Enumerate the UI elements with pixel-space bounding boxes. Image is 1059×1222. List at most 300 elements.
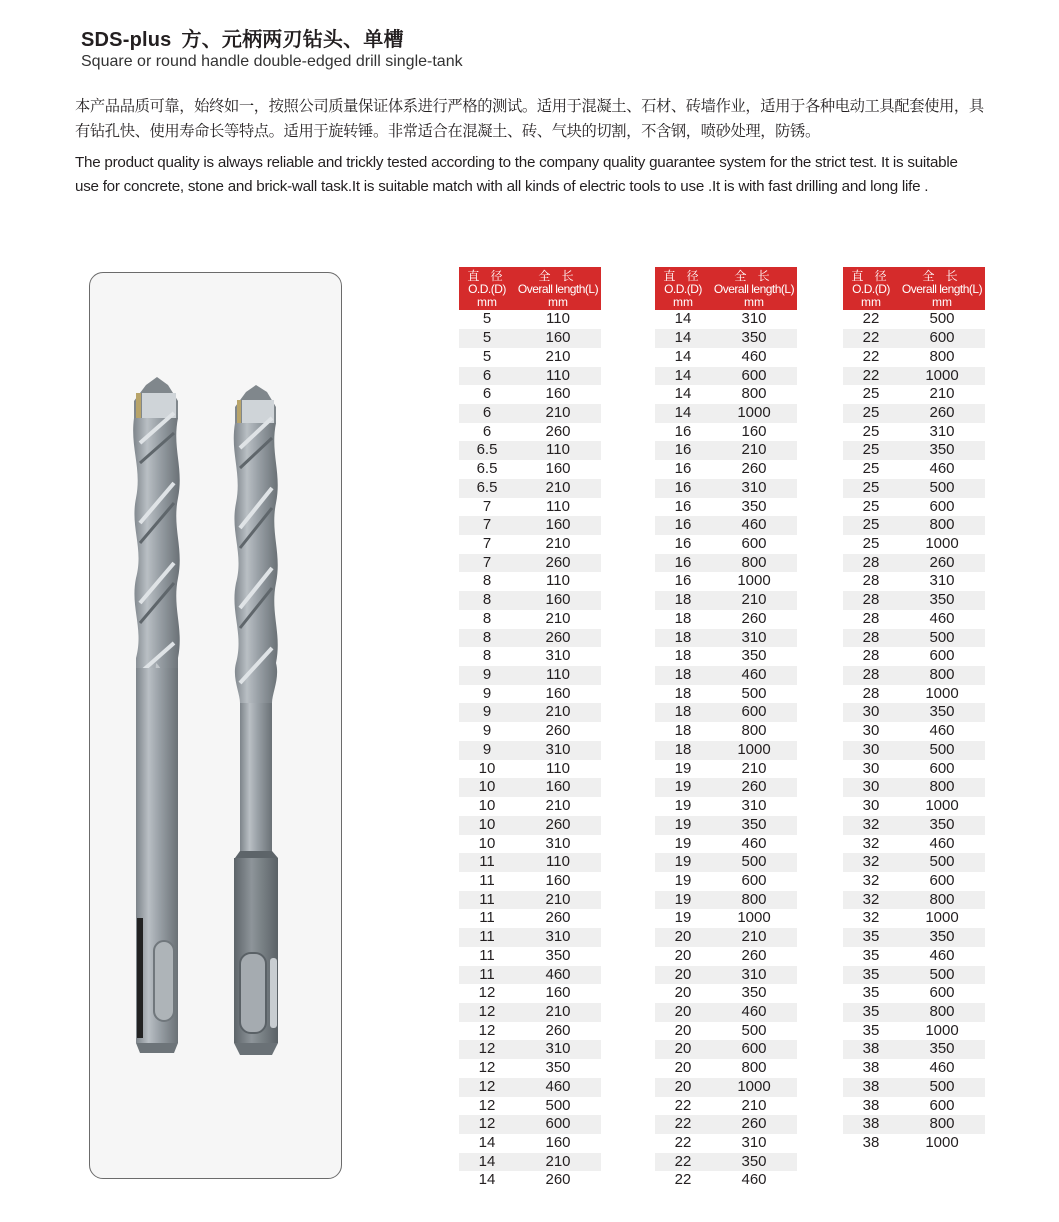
table-row — [459, 909, 601, 928]
length-cell: 350 — [899, 928, 985, 947]
drill-bits-illustration — [90, 273, 342, 1179]
length-cell: 800 — [741, 722, 767, 740]
length-cell: 800 — [899, 666, 985, 685]
table-row — [655, 1003, 797, 1022]
diameter-cell: 19 — [674, 834, 692, 852]
length-cell: 260 — [515, 629, 601, 648]
diameter-cell: 9 — [459, 741, 515, 760]
length-cell: 110 — [546, 572, 570, 590]
length-cell: 500 — [711, 853, 797, 872]
diameter-cell: 19 — [674, 797, 692, 815]
length-cell: 460 — [929, 722, 955, 740]
diameter-cell: 12 — [478, 984, 496, 1002]
length-cell: 160 — [515, 329, 601, 348]
length-cell: 800 — [741, 1059, 767, 1077]
table-row — [459, 1097, 601, 1116]
length-cell: 800 — [899, 891, 985, 910]
diameter-cell: 32 — [843, 891, 899, 910]
table-row — [655, 1059, 797, 1078]
length-cell: 800 — [711, 891, 797, 910]
table-row — [843, 1134, 985, 1153]
length-cell: 110 — [546, 497, 570, 515]
length-cell: 500 — [899, 853, 985, 872]
diameter-cell: 12 — [459, 1115, 515, 1134]
length-cell: 460 — [515, 1078, 601, 1097]
diameter-cell: 38 — [843, 1115, 899, 1134]
diameter-cell: 28 — [862, 684, 880, 702]
length-cell: 350 — [711, 329, 797, 348]
diameter-cell: 6 — [482, 385, 492, 403]
table-row — [459, 984, 601, 1003]
table-row — [655, 853, 797, 872]
diameter-cell: 18 — [655, 741, 711, 760]
diameter-cell: 19 — [674, 759, 692, 777]
length-cell: 350 — [899, 591, 985, 610]
diameter-cell: 7 — [482, 497, 492, 515]
length-cell: 210 — [545, 535, 571, 553]
length-cell: 600 — [711, 367, 797, 386]
table-row — [655, 423, 797, 442]
diameter-cell: 32 — [862, 909, 880, 927]
diameter-cell: 10 — [459, 816, 515, 835]
table-row — [843, 554, 985, 573]
header-overall-length: 全 长 Overall length(L) mm — [711, 267, 797, 310]
diameter-cell: 28 — [862, 609, 880, 627]
diameter-cell: 20 — [674, 984, 692, 1002]
length-cell: 1000 — [737, 909, 771, 927]
length-cell: 260 — [899, 404, 985, 423]
diameter-cell: 9 — [459, 703, 515, 722]
table-row — [843, 741, 985, 760]
table-row — [655, 741, 797, 760]
length-cell: 210 — [741, 759, 767, 777]
table-row — [655, 1171, 797, 1190]
length-cell: 160 — [545, 684, 571, 702]
table-row — [459, 1040, 601, 1059]
diameter-cell: 20 — [674, 1021, 692, 1039]
length-cell: 350 — [741, 647, 767, 665]
table-row — [843, 498, 985, 517]
diameter-cell: 38 — [843, 1040, 899, 1059]
length-cell: 260 — [741, 946, 767, 964]
length-cell: 600 — [741, 535, 767, 553]
table-row — [843, 348, 985, 367]
length-cell: 460 — [929, 609, 955, 627]
diameter-cell: 11 — [479, 909, 495, 927]
diameter-cell: 35 — [843, 966, 899, 985]
diameter-cell: 38 — [862, 1096, 880, 1114]
length-cell: 1000 — [711, 741, 797, 760]
diameter-cell: 25 — [862, 460, 880, 478]
diameter-cell: 20 — [655, 1003, 711, 1022]
table-row — [843, 591, 985, 610]
diameter-cell: 18 — [674, 609, 692, 627]
diameter-cell: 22 — [843, 329, 899, 348]
length-cell: 260 — [545, 1021, 571, 1039]
table-row — [843, 984, 985, 1003]
length-cell: 160 — [545, 871, 571, 889]
table-row — [655, 778, 797, 797]
table-row — [459, 647, 601, 666]
table-row — [655, 909, 797, 928]
diameter-cell: 38 — [843, 1078, 899, 1097]
length-cell: 260 — [711, 1115, 797, 1134]
diameter-cell: 5 — [482, 347, 492, 365]
table-row — [655, 1097, 797, 1116]
diameter-cell: 14 — [655, 367, 711, 386]
table-row — [843, 1059, 985, 1078]
diameter-cell: 16 — [674, 572, 692, 590]
length-cell: 210 — [515, 891, 601, 910]
diameter-cell: 10 — [478, 759, 496, 777]
diameter-cell: 22 — [674, 1096, 692, 1114]
table-row — [655, 966, 797, 985]
diameter-cell: 28 — [862, 647, 880, 665]
table-row — [843, 778, 985, 797]
description-english: The product quality is always reliable and trickly tested according to the company quality guarantee system for the strict test. It is suitable use for concrete, stone and brick-wall task.It is suitable match with all kinds of electric tools to use .It is with fast drilling and long life . — [75, 154, 958, 195]
diameter-cell: 7 — [482, 535, 492, 553]
header-diameter: 直 径 O.D.(D) mm — [459, 267, 515, 310]
table-row — [655, 629, 797, 648]
table-row — [843, 479, 985, 498]
length-cell: 260 — [711, 778, 797, 797]
table-row — [843, 629, 985, 648]
length-cell: 500 — [929, 310, 955, 328]
diameter-cell: 32 — [862, 834, 880, 852]
diameter-cell: 16 — [674, 497, 692, 515]
page-subtitle: Square or round handle double-edged drill single-tank — [81, 53, 463, 70]
length-cell: 160 — [545, 984, 571, 1002]
table-row — [843, 1040, 985, 1059]
length-cell: 310 — [545, 647, 571, 665]
table-row — [655, 685, 797, 704]
table-row — [655, 647, 797, 666]
diameter-cell: 10 — [478, 797, 496, 815]
diameter-cell: 35 — [843, 928, 899, 947]
table-row — [843, 909, 985, 928]
table-row — [459, 872, 601, 891]
table-row — [459, 423, 601, 442]
table-row — [459, 516, 601, 535]
length-cell: 210 — [515, 1153, 601, 1172]
length-cell: 1000 — [925, 1134, 959, 1152]
table-row — [655, 441, 797, 460]
length-cell: 350 — [741, 497, 767, 515]
header-diameter: 直 径 O.D.(D) mm — [655, 267, 711, 310]
length-cell: 110 — [515, 666, 601, 685]
diameter-cell: 8 — [459, 591, 515, 610]
diameter-cell: 35 — [843, 1003, 899, 1022]
diameter-cell: 10 — [459, 778, 515, 797]
length-cell: 460 — [711, 516, 797, 535]
diameter-cell: 6 — [459, 404, 515, 423]
diameter-cell: 7 — [459, 516, 515, 535]
length-cell: 500 — [899, 629, 985, 648]
table-row — [459, 947, 601, 966]
length-cell: 500 — [899, 966, 985, 985]
diameter-cell: 16 — [655, 479, 711, 498]
table-row — [843, 404, 985, 423]
table-row — [843, 310, 985, 329]
table-row — [459, 329, 601, 348]
page-title — [81, 23, 404, 52]
diameter-cell: 12 — [459, 1040, 515, 1059]
diameter-cell: 11 — [459, 853, 515, 872]
length-cell: 350 — [741, 984, 767, 1002]
length-cell: 1000 — [711, 404, 797, 423]
length-cell: 310 — [929, 572, 955, 590]
table-row — [459, 535, 601, 554]
diameter-cell: 9 — [482, 684, 492, 702]
table-row — [655, 835, 797, 854]
length-cell: 310 — [515, 928, 601, 947]
diameter-cell: 28 — [843, 554, 899, 573]
length-cell: 800 — [711, 554, 797, 573]
length-cell: 350 — [711, 816, 797, 835]
table-row — [843, 460, 985, 479]
length-cell: 600 — [929, 1096, 955, 1114]
length-cell: 310 — [711, 629, 797, 648]
length-cell: 210 — [515, 1003, 601, 1022]
length-cell: 110 — [515, 853, 601, 872]
diameter-cell: 35 — [862, 984, 880, 1002]
length-cell: 210 — [711, 928, 797, 947]
header-overall-length: 全 长 Overall length(L) mm — [515, 267, 601, 310]
length-cell: 160 — [545, 460, 571, 478]
length-cell: 800 — [741, 385, 767, 403]
length-cell: 110 — [515, 367, 601, 386]
length-cell: 1000 — [711, 1078, 797, 1097]
table-row — [843, 722, 985, 741]
diameter-cell: 20 — [655, 928, 711, 947]
length-cell: 800 — [929, 347, 955, 365]
diameter-cell: 22 — [674, 1171, 692, 1189]
diameter-cell: 6.5 — [459, 479, 515, 498]
diameter-cell: 6.5 — [476, 460, 498, 478]
table-row — [655, 460, 797, 479]
table-row — [655, 722, 797, 741]
diameter-cell: 6 — [482, 422, 492, 440]
diameter-cell: 16 — [674, 422, 692, 440]
spec-table-2 — [655, 267, 797, 1190]
length-cell: 310 — [929, 422, 955, 440]
table-row — [843, 835, 985, 854]
length-cell: 600 — [929, 497, 955, 515]
diameter-cell: 32 — [843, 853, 899, 872]
table-row — [459, 835, 601, 854]
diameter-cell: 20 — [674, 946, 692, 964]
table-row — [843, 441, 985, 460]
length-cell: 260 — [899, 554, 985, 573]
diameter-cell: 20 — [655, 1078, 711, 1097]
table-row — [655, 310, 797, 329]
table-row — [459, 722, 601, 741]
length-cell: 260 — [545, 909, 571, 927]
length-cell: 210 — [711, 591, 797, 610]
length-cell: 1000 — [925, 1021, 959, 1039]
length-cell: 460 — [741, 1171, 767, 1189]
table-header-row — [655, 267, 797, 310]
diameter-cell: 18 — [674, 684, 692, 702]
table-row — [459, 629, 601, 648]
diameter-cell: 22 — [655, 1115, 711, 1134]
diameter-cell: 18 — [655, 703, 711, 722]
length-cell: 1000 — [925, 684, 959, 702]
table-row — [459, 778, 601, 797]
diameter-cell: 22 — [843, 367, 899, 386]
length-cell: 460 — [711, 1003, 797, 1022]
table-row — [459, 479, 601, 498]
length-cell: 500 — [741, 684, 767, 702]
diameter-cell: 18 — [655, 591, 711, 610]
diameter-cell: 25 — [843, 441, 899, 460]
table-row — [843, 891, 985, 910]
table-row — [655, 610, 797, 629]
length-cell: 600 — [929, 871, 955, 889]
table-row — [655, 572, 797, 591]
length-cell: 500 — [899, 1078, 985, 1097]
diameter-cell: 22 — [674, 1134, 692, 1152]
table-row — [843, 329, 985, 348]
table-row — [655, 703, 797, 722]
diameter-cell: 16 — [674, 460, 692, 478]
table-row — [843, 666, 985, 685]
length-cell: 110 — [546, 759, 570, 777]
diameter-cell: 8 — [459, 629, 515, 648]
table-row — [843, 535, 985, 554]
table-row — [843, 1115, 985, 1134]
diameter-cell: 12 — [459, 1078, 515, 1097]
table-row — [459, 1171, 601, 1190]
length-cell: 210 — [545, 347, 571, 365]
table-row — [459, 498, 601, 517]
diameter-cell: 12 — [478, 1021, 496, 1039]
length-cell: 800 — [899, 1115, 985, 1134]
length-cell: 160 — [545, 385, 571, 403]
diameter-cell: 5 — [459, 329, 515, 348]
length-cell: 460 — [929, 460, 955, 478]
table-row — [843, 367, 985, 386]
table-row — [655, 1134, 797, 1153]
table-row — [459, 666, 601, 685]
length-cell: 500 — [741, 1021, 767, 1039]
diameter-cell: 28 — [843, 629, 899, 648]
length-cell: 210 — [741, 1096, 767, 1114]
diameter-cell: 30 — [862, 759, 880, 777]
length-cell: 110 — [546, 310, 570, 328]
table-row — [655, 1078, 797, 1097]
length-cell: 210 — [711, 441, 797, 460]
diameter-cell: 19 — [655, 778, 711, 797]
diameter-cell: 18 — [674, 722, 692, 740]
length-cell: 210 — [515, 703, 601, 722]
length-cell: 1000 — [925, 797, 959, 815]
table-row — [843, 853, 985, 872]
length-cell: 160 — [741, 422, 767, 440]
diameter-cell: 6 — [459, 367, 515, 386]
table-row — [459, 816, 601, 835]
table-row — [459, 928, 601, 947]
product-image-panel — [89, 272, 342, 1179]
diameter-cell: 16 — [674, 535, 692, 553]
diameter-cell: 22 — [862, 347, 880, 365]
table-row — [843, 423, 985, 442]
diameter-cell: 16 — [655, 516, 711, 535]
table-row — [459, 610, 601, 629]
table-row — [843, 816, 985, 835]
table-row — [459, 554, 601, 573]
diameter-cell: 19 — [655, 816, 711, 835]
table-row — [655, 1153, 797, 1172]
length-cell: 350 — [711, 1153, 797, 1172]
diameter-cell: 30 — [862, 797, 880, 815]
diameter-cell: 12 — [478, 1096, 496, 1114]
diameter-cell: 11 — [479, 946, 495, 964]
table-row — [655, 516, 797, 535]
diameter-cell: 30 — [843, 703, 899, 722]
diameter-cell: 16 — [655, 441, 711, 460]
diameter-cell: 25 — [843, 404, 899, 423]
length-cell: 600 — [711, 1040, 797, 1059]
length-cell: 260 — [741, 460, 767, 478]
table-row — [459, 1078, 601, 1097]
diameter-cell: 25 — [843, 479, 899, 498]
length-cell: 210 — [515, 479, 601, 498]
diameter-cell: 11 — [459, 966, 515, 985]
diameter-cell: 14 — [478, 1171, 496, 1189]
diameter-cell: 32 — [862, 871, 880, 889]
length-cell: 500 — [545, 1096, 571, 1114]
diameter-cell: 30 — [843, 741, 899, 760]
table-row — [655, 797, 797, 816]
length-cell: 310 — [711, 966, 797, 985]
length-cell: 160 — [545, 1134, 571, 1152]
header-overall-length: 全 长 Overall length(L) mm — [899, 267, 985, 310]
length-cell: 460 — [515, 966, 601, 985]
diameter-cell: 11 — [459, 928, 515, 947]
diameter-cell: 6.5 — [459, 441, 515, 460]
table-row — [843, 928, 985, 947]
round-handle-drill-bit-icon — [133, 377, 180, 1053]
table-row — [843, 1097, 985, 1116]
table-row — [459, 853, 601, 872]
length-cell: 460 — [741, 834, 767, 852]
table-row — [843, 572, 985, 591]
table-row — [459, 741, 601, 760]
table-row — [459, 1134, 601, 1153]
length-cell: 800 — [899, 516, 985, 535]
table-row — [655, 947, 797, 966]
title-en: SDS-plus — [81, 29, 172, 51]
diameter-cell: 18 — [655, 629, 711, 648]
length-cell: 210 — [545, 609, 571, 627]
diameter-cell: 7 — [459, 554, 515, 573]
length-cell: 210 — [545, 797, 571, 815]
diameter-cell: 22 — [655, 1153, 711, 1172]
table-row — [655, 329, 797, 348]
table-row — [655, 984, 797, 1003]
length-cell: 210 — [515, 404, 601, 423]
table-row — [459, 441, 601, 460]
diameter-cell: 12 — [459, 1003, 515, 1022]
length-cell: 210 — [929, 385, 955, 403]
length-cell: 600 — [929, 647, 955, 665]
table-row — [843, 385, 985, 404]
table-header-row — [843, 267, 985, 310]
table-row — [459, 685, 601, 704]
diameter-cell: 10 — [478, 834, 496, 852]
length-cell: 800 — [899, 1003, 985, 1022]
